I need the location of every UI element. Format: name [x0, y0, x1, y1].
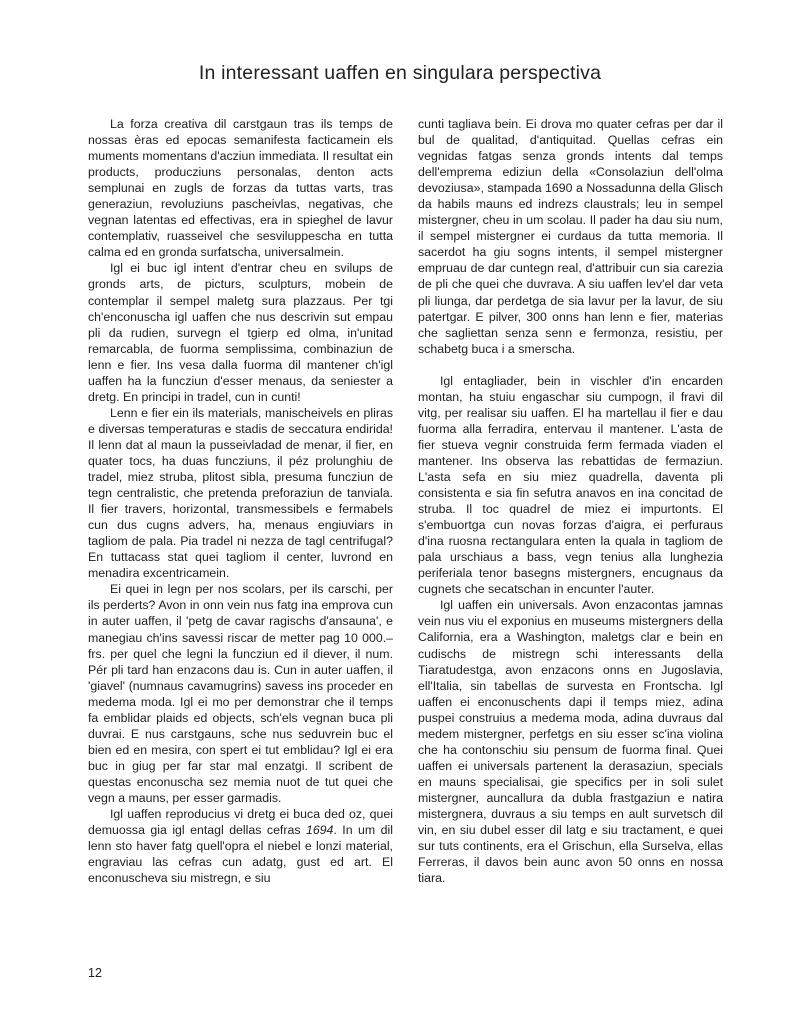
- paragraph-text: Igl uaffen reproducius vi dretg ei buca ded oz, quei demuossa gia igl entagl dellas cefras: [88, 807, 393, 838]
- paragraph: Ei quei in legn per nos scolars, per ils carschi, per ils perderts? Avon in onn vein nus fatg ina emprova cun in auter uaffen, il 'petg de cavar ragischs d'ansauna', e manegiau ch'ins savessi riscar de metter pag 10 000.– frs. per quel che legni la funcziun ed il diever, il num. Pér pli tard han enzacons dau is. Cun in auter uaffen, il 'giavel' (numnaus cavamugrins) savess ins proceder en medema moda. Igl ei mo per demonstrar che il temps fa emblidar plaids ed objects, sch'els vegnan buca pli duvrai. E nus carstgauns, sche nus seduvrein buc el bien ed en mesira, con spert ei tut emblidau? Igl ei era buc in giug per far star mal enzatgi. Il scribent de questas enconuscha sez memia nuot de tut quei che vegn a mauns, per esser garmadis.: [88, 582, 393, 805]
- year-inscription: 1694: [305, 823, 334, 838]
- paragraph: Igl uaffen ein universals. Avon enzacontas jamnas vein nus viu el exponius en museums mistergners della California, era a Washington, maletgs clar e bein en cudischs de mistregn schi interessants della Tiaratudestga, avon enzacons onns en Jugoslavia, ell'Italia, sin tabellas de survesta en Frontscha. Igl uaffen ei enconuschents dapi il temps miez, adina puspei construius a medema moda, adina duvraus dal medem mistergner, perfetgs en siu esser sc'ina violina che ha contonschiu siu pensum de fuorma final. Quei uaffen ei universals partenent la derasaziun, specials en mauns specialisai, gie specifics per in soli sulet mistergner, auncallura da dubla frastgaziun e natira mistergnera, duvraus a siu temps en ault survetsch dil vin, en siu dubel esser dil latg e siu tractament, e quei sur tuts continents, era el Grischun, ella Surselva, ellas Ferreras, il davos bein aunc avon 50 onns en nossa tiara.: [418, 598, 723, 886]
- paragraph: Igl entagliader, bein in vischler d'in encarden montan, ha stuiu engaschar siu cumpogn, il fravi dil vitg, per realisar siu uaffen. El ha martellau il fier e dau fuorma alla ferradira, entervau il mantener. L'asta de fier stueva vegnir construida ferm fermada viaden el mantener. Ins observa las rebattidas de fermaziun. L'asta sefa en siu miez quadrella, daventa pli consistenta e sia fin sefutra anavos en ina concitad de struba. Il toc quadrel de miez ei impurtonts. El s'embuortga cun novas forzas d'aigra, ei perfuraus d'ina ruosna rectangulara enten la quala in tagliom de pala urschiaus a bass, vegn tenius alla lunghezia periferiala tenor basegns mistergners, encugnaus da cugnets che secatschan in encunter l'auter.: [418, 373, 723, 597]
- right-column: [418, 116, 723, 886]
- page-number: 12: [88, 966, 102, 980]
- paragraph-text: . In um dil lenn sto haver fatg quell'opra el niebel e lonzi material, engraviau las cefras cun adatg, gust ed art. El enconuscheva siu mistregn, e siu: [88, 823, 393, 886]
- article-title: In interessant uaffen en singulara perspectiva: [198, 62, 602, 84]
- paragraph: Igl ei buc igl intent d'entrar cheu en svilups de gronds arts, de picturs, sculpturs, mobein de contemplar il sempel maletg sura plazzaus. Per tgi ch'enconuscha igl uaffen che nus descrivin sut empau pli da rudien, survegn el tgierp ed olma, in'unitad remarcabla, de fuorma semplissima, combinaziun de lenn e fier. Ins vesa dalla fuorma dil mantener ch'igl uaffen ha la funcziun d'esser menaus, da seniester a dretg. En principi in tradel, cun in cunti!: [88, 261, 393, 404]
- paragraph: cunti tagliava bein. Ei drova mo quater cefras per dar il bul de qualitad, d'antiquitad. Quellas cefras ein vegnidas fatgas senza gronds intents dal temps dell'emprema ediziun della «Consolaziun dell'olma devoziusa», stampada 1690 a Nossadunna della Glisch da habils mauns ed indrezs claustrals; leu in sempel mistergner, cheu in um scolau. Il pader ha dau siu num, il sempel mistergner ei curdaus da tutta memoria. Il sacerdot ha giu sogns intents, il sempel mistergner empruau de dar cuntegn real, d'attribuir cun sia carezia de pli che quei che duvrava. A siu uaffen lev'el dar veta pli liunga, dar perdetga de sia lavur per la lavur, de siu patertgar. E pilver, 300 onns han lenn e fier, materias che sagliettan senza senn e fermonza, resistiu, per schabetg buca i a smerscha.: [418, 117, 723, 356]
- left-column: [88, 116, 393, 886]
- paragraph: [88, 806, 393, 886]
- paragraph: Lenn e fier ein ils materials, manischeivels en pliras e diversas temperaturas e stadis de seccatura endirida! Il lenn dat al maun la pusseivladad de menar, il fier, en quater tocs, ha duas funcziuns, il péz prolunghiu de tradel, miez struba, plitost sibla, presuma funcziun de tegn centralistic, che pretenda preforaziun de tanviala. Il fier travers, horizontal, transmessibels e fermabels cun dus cugns advers, ha, menaus engiuviars in tagliom de pala. Pia tradel ni nezza de tagl centrifugal? En tuttacass stat quei tagliom il center, luvrond en menadira excentricamein.: [88, 405, 393, 581]
- paragraph: La forza creativa dil carstgaun tras ils temps de nossas èras ed epocas semanifesta facticamein els muments momentans d'acziun immediata. Il resultat ein products, producziuns personalas, denton acts semplunai en zugls de forzas da tuttas varts, tras generaziun, revoluziuns pascheivlas, negativas, che vegnan latentas ed effectivas, era in spieghel de lavur contemplativ, ruasseivel che sesviluppescha en tutta calma ed en gronda surfatscha, universalmein.: [88, 117, 393, 260]
